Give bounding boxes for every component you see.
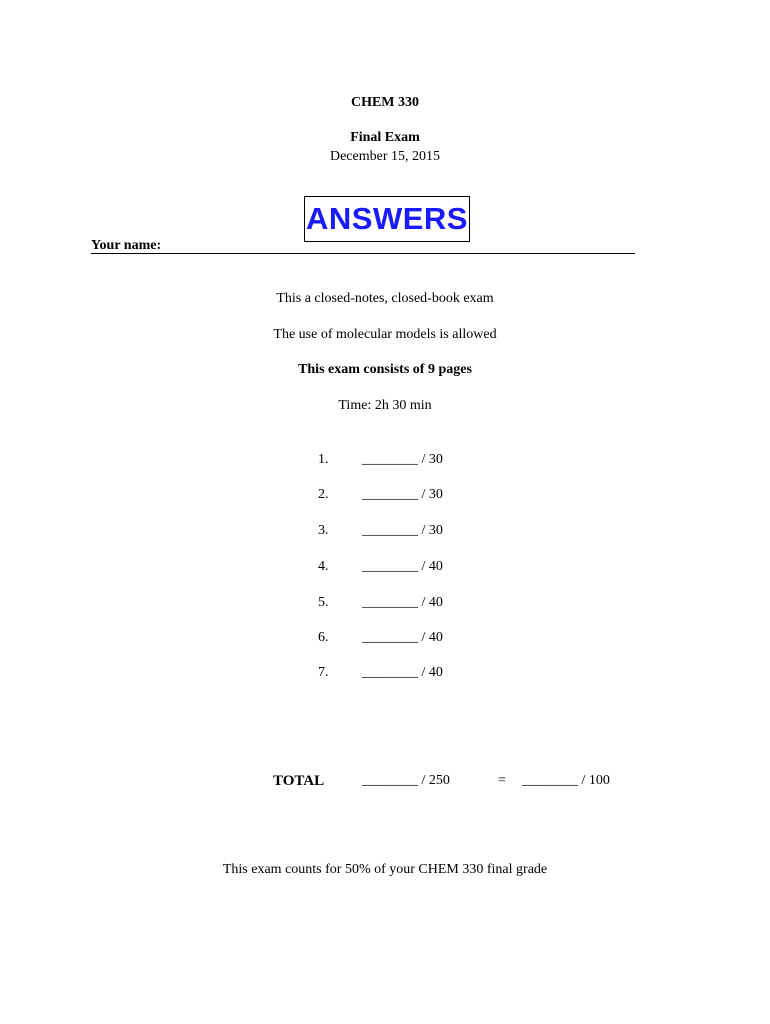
question-number: 6.	[318, 630, 329, 645]
instruction-pages: This exam consists of 9 pages	[298, 362, 472, 377]
course-title: CHEM 330	[350, 95, 420, 110]
instruction-time: Time: 2h 30 min	[338, 398, 432, 413]
exam-date: December 15, 2015	[329, 149, 441, 164]
score-row	[0, 523, 770, 543]
score-row	[0, 452, 770, 472]
score-blank[interactable]: ________ / 30	[362, 452, 443, 467]
total-blank[interactable]: ________ / 250	[362, 773, 450, 788]
equals-sign: =	[498, 773, 506, 788]
score-row	[0, 559, 770, 579]
score-blank[interactable]: ________ / 40	[362, 665, 443, 680]
score-blank[interactable]: ________ / 30	[362, 523, 443, 538]
name-label: Your name:	[91, 238, 162, 253]
score-blank[interactable]: ________ / 40	[362, 559, 443, 574]
total-row	[0, 773, 770, 793]
question-number: 3.	[318, 523, 329, 538]
answers-stamp	[304, 196, 470, 242]
score-row	[0, 665, 770, 685]
grade-weight-note: This exam counts for 50% of your CHEM 330 final grade	[222, 862, 548, 877]
score-blank[interactable]: ________ / 40	[362, 630, 443, 645]
score-row	[0, 630, 770, 650]
question-number: 7.	[318, 665, 329, 680]
total-label: TOTAL	[273, 773, 325, 789]
score-blank[interactable]: ________ / 40	[362, 595, 443, 610]
scaled-total-blank[interactable]: ________ / 100	[522, 773, 610, 788]
exam-title: Final Exam	[350, 130, 420, 145]
answers-stamp-label: ANSWERS	[306, 201, 468, 236]
question-number: 4.	[318, 559, 329, 574]
instruction-models: The use of molecular models is allowed	[273, 327, 497, 342]
score-blank[interactable]: ________ / 30	[362, 487, 443, 502]
instruction-closed-book: This a closed-notes, closed-book exam	[276, 291, 494, 306]
score-row	[0, 487, 770, 507]
question-number: 5.	[318, 595, 329, 610]
question-number: 2.	[318, 487, 329, 502]
score-row	[0, 595, 770, 615]
name-line[interactable]	[91, 253, 635, 254]
question-number: 1.	[318, 452, 329, 467]
